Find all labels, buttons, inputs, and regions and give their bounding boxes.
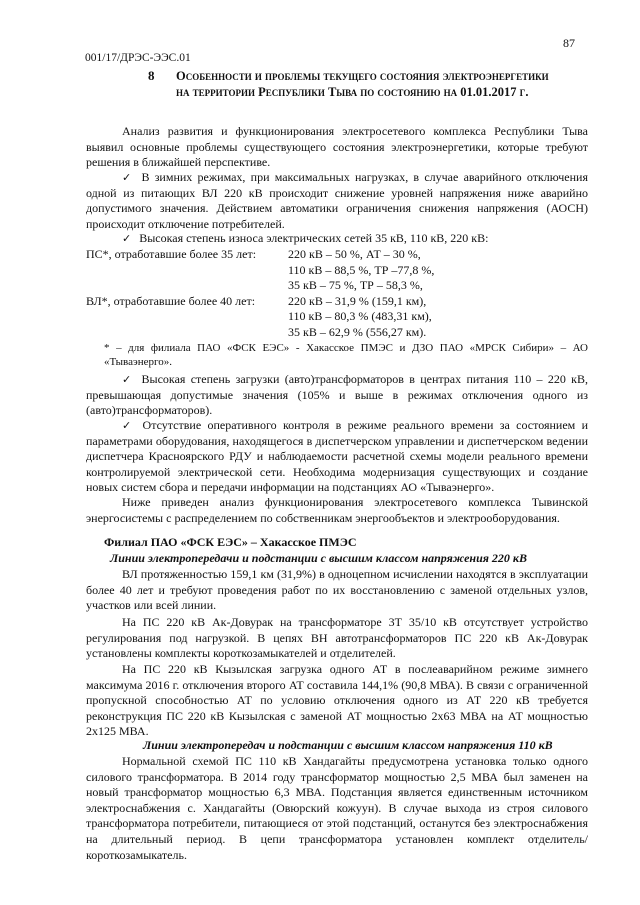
wear-value: 35 кВ – 62,9 % (556,27 км). xyxy=(288,325,427,339)
check-icon: ✓ xyxy=(122,232,132,245)
branch-title: Филиал ПАО «ФСК ЕЭС» – Хакасское ПМЭС xyxy=(104,535,357,549)
paragraph-ak-dovurak: На ПС 220 кВ Ак-Довурак на трансформаторе 3Т 35/10 кВ отсутствует устройство регулирования под нагрузкой. В цепях ВН автотрансформаторов ПС 220 кВ Ак-Довурак установлены комплекты короткозамыкателей и отделителей. xyxy=(86,615,588,661)
bullet-text: Отсутствие оперативного контроля в режиме реального времени за состоянием и параметрами оборудования, находящегося в диспетчерском управлении и диспетчерском ведении диспетчера Красноярского РДУ и наблюдаемости расчетной схемы модели реального времени контролируемой электрической сети. Необходима модернизация существующих и создание новых систем сбора и передачи информации на подстанциях АО «Тываэнерго». xyxy=(86,418,588,495)
wear-row-vl xyxy=(86,309,432,325)
bullet-text: Высокая степень износа электрических сетей 35 кВ, 110 кВ, 220 кВ: xyxy=(139,231,489,245)
wear-label-vl: ВЛ*, отработавшие более 40 лет: xyxy=(86,294,256,308)
problem-bullet-monitoring xyxy=(86,418,588,496)
subsection-110kv: Линии электропередач и подстанции с высшим классом напряжения 110 кВ xyxy=(143,738,553,752)
wear-row-ps xyxy=(86,278,423,294)
paragraph-kyzylskaya: На ПС 220 кВ Кызылская загрузка одного АТ в послеаварийном режиме зимнего максимума 2016 г. отключения второго АТ составила 144,1% (90,8 МВА). В связи с ограниченной пропускной способностью АТ по условию отключения одного из АТ 220 кВ требуется реконструкция ПС 220 кВ Кызылская с заменой АТ мощностью 2х63 МВА на АТ мощностью 2х125 МВА. xyxy=(86,662,588,739)
wear-row-ps xyxy=(86,247,421,263)
problem-bullet-wear xyxy=(86,231,588,247)
paragraph-khandagaity: Нормальной схемой ПС 110 кВ Хандагайты предусмотрена установка только одного силового трансформатора. В 2014 году трансформатор мощностью 2,5 МВА был заменен на новый трансформатор мощностью 6,3 МВА. Подстанция является единственным источником электроснабжения с. Хандагайты (Овюрский кожуун). В случае выхода из строя силового трансформатора потребители, питающиеся от этой подстанций, останутся без электроснабжения на длительный период. В цепи трансформатора установлен комплект отделитель/короткозамыкатель. xyxy=(86,754,588,862)
paragraph-vl-220: ВЛ протяженностью 159,1 км (31,9%) в одноцепном исчислении находятся в эксплуатации более 40 лет и требуют проведения работ по их восстановлению с заменой отдельных узлов, участков или всей линии. xyxy=(86,567,588,613)
wear-row-vl xyxy=(86,325,426,341)
document-code: 001/17/ДРЭС-ЭЭС.01 xyxy=(85,52,191,64)
section-title: Особенности и проблемы текущего состояния электроэнергетики на территории Республики Тыва по состоянию на 01.01.2017 г. xyxy=(176,69,549,99)
wear-label-ps: ПС*, отработавшие более 35 лет: xyxy=(86,247,257,261)
check-icon: ✓ xyxy=(122,419,135,432)
section-number: 8 xyxy=(148,68,155,83)
check-icon: ✓ xyxy=(122,171,134,184)
problem-bullet-load xyxy=(86,372,588,419)
wear-row-vl xyxy=(86,294,426,310)
bullet-text: Высокая степень загрузки (авто)трансформаторов в центрах питания 110 – 220 кВ, превышающая допустимые значения (105% и выше в режимах отключения одного из (авто)трансформаторов). xyxy=(86,372,588,418)
subsection-220kv: Линии электропередачи и подстанции с высшим классом напряжения 220 кВ xyxy=(110,551,528,565)
page-number: 87 xyxy=(563,36,575,50)
intro-paragraph: Анализ развития и функционирования электросетевого комплекса Республики Тыва выявил основные проблемы существующего состояния электроэнергетики, которые требуют решения в ближайшей перспективе. xyxy=(86,124,588,170)
check-icon: ✓ xyxy=(122,373,134,386)
problem-bullet-voltage xyxy=(86,170,588,232)
summary-paragraph: Ниже приведен анализ функционирования электросетевого комплекса Тывинской энергосистемы с распределением по собственникам энергообъектов и электрооборудования. xyxy=(86,495,588,525)
wear-value: 220 кВ – 31,9 % (159,1 км), xyxy=(288,294,427,308)
wear-value: 110 кВ – 80,3 % (483,31 км), xyxy=(288,309,432,323)
footnote: * – для филиала ПАО «ФСК ЕЭС» - Хакасское ПМЭС и ДЗО ПАО «МРСК Сибири» – АО «Тываэнерго». xyxy=(104,342,588,368)
wear-value: 110 кВ – 88,5 %, ТР –77,8 %, xyxy=(288,263,435,277)
wear-value: 35 кВ – 75 %, ТР – 58,3 %, xyxy=(288,278,423,292)
wear-value: 220 кВ – 50 %, АТ – 30 %, xyxy=(288,247,421,261)
bullet-text: В зимних режимах, при максимальных нагрузках, в случае аварийного отключения одной из питающих ВЛ 220 кВ происходит снижение уровней напряжения ниже аварийно допустимого значения. Действием автоматики ограничения снижения напряжения (АОСН) происходит отключение потребителей. xyxy=(86,170,588,231)
wear-row-ps xyxy=(86,263,434,279)
